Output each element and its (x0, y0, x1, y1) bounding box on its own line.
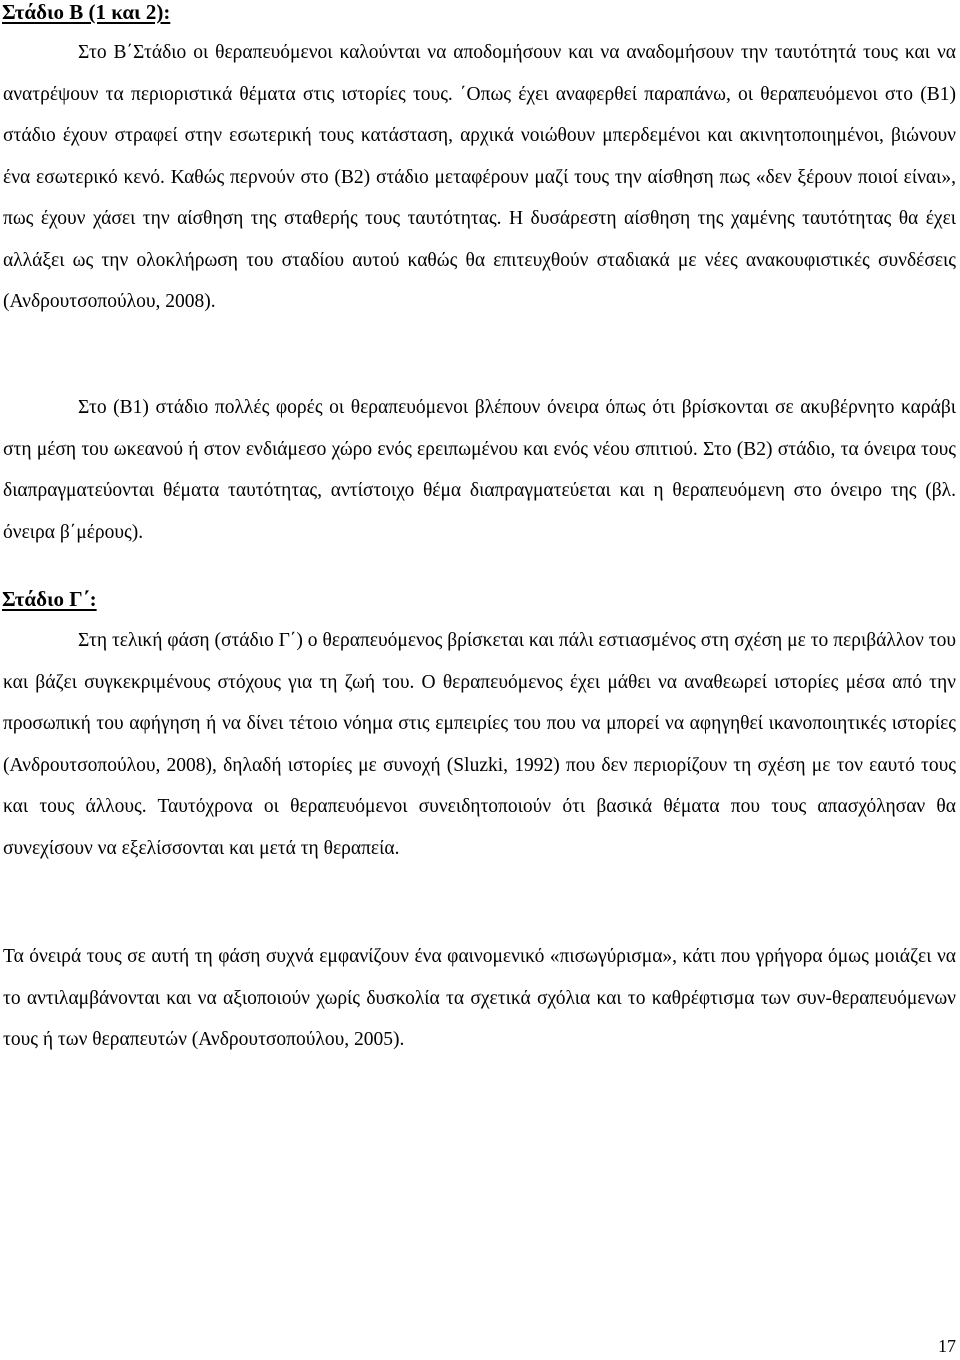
section-heading-stage-b: Στάδιο Β (1 και 2): (2, 0, 171, 24)
page-number: 17 (938, 1336, 956, 1356)
paragraph-stage-c-dreams: Τα όνειρά τους σε αυτή τη φάση συχνά εμφανίζουν ένα φαινομενικό «πισωγύρισμα», κάτι που γρήγορα όμως μοιάζει να το αντιλαμβάνονται και να αξιοποιούν χωρίς δυσκολία τα σχετικά σχόλια και το καθρέφτισμα των συν-θεραπευόμενων τους ή των θεραπευτών (Ανδρουτσοπούλου, 2005). (3, 946, 956, 1050)
paragraph-stage-b-dreams: Στο (Β1) στάδιο πολλές φορές οι θεραπευόμενοι βλέπουν όνειρα όπως ότι βρίσκονται σε ακυβέρνητο καράβι στη μέση του ωκεανού ή στον ενδιάμεσο χώρο ενός ερειπωμένου και ενός νέου σπιτιού. Στο (Β2) στάδιο, τα όνειρα τους διαπραγματεύονται θέματα ταυτότητας, αντίστοιχο θέμα διαπραγματεύεται και η θεραπευόμενη στο όνειρο της (βλ. όνειρα β΄μέρους). (3, 397, 956, 543)
paragraph-stage-c-intro: Στη τελική φάση (στάδιο Γ΄) ο θεραπευόμενος βρίσκεται και πάλι εστιασμένος στη σχέση με το περιβάλλον του και βάζει συγκεκριμένους στόχους για τη ζωή του. Ο θεραπευόμενος έχει μάθει να αναθεωρεί ιστορίες μέσα από την προσωπική του αφήγηση ή να δίνει τέτοιο νόημα στις εμπειρίες του που να μπορεί να αφηγηθεί ικανοποιητικές ιστορίες (Ανδρουτσοπούλου, 2008), δηλαδή ιστορίες με συνοχή (Sluzki, 1992) που δεν περιορίζουν τη σχέση με τον εαυτό τους και τους άλλους. Ταυτόχρονα οι θεραπευόμενοι συνειδητοποιούν ότι βασικά θέματα που τους απασχόλησαν θα συνεχίσουν να εξελίσσονται και μετά τη θεραπεία. (3, 630, 956, 859)
section-heading-stage-c: Στάδιο Γ΄: (2, 587, 97, 611)
paragraph-stage-b-intro: Στο Β΄Στάδιο οι θεραπευόμενοι καλούνται να αποδομήσουν και να αναδομήσουν την ταυτότητά τους και να ανατρέψουν τα περιοριστικά θέματα στις ιστορίες τους. ΄Οπως έχει αναφερθεί παραπάνω, οι θεραπευόμενοι στο (Β1) στάδιο έχουν στραφεί στην εσωτερική τους κατάσταση, αρχικά νοιώθουν μπερδεμένοι και ακινητοποιημένοι, βιώνουν ένα εσωτερικό κενό. Καθώς περνούν στο (Β2) στάδιο μεταφέρουν μαζί τους την αίσθηση πως «δεν ξέρουν ποιοί είναι», πως έχουν χάσει την αίσθηση της σταθερής τους ταυτότητας. Η δυσάρεστη αίσθηση της χαμένης ταυτότητας θα έχει αλλάξει ως την ολοκλήρωση του σταδίου αυτού καθώς θα επιτευχθούν σταδιακά με νέες ανακουφιστικές συνδέσεις (Ανδρουτσοπούλου, 2008). (3, 42, 956, 312)
